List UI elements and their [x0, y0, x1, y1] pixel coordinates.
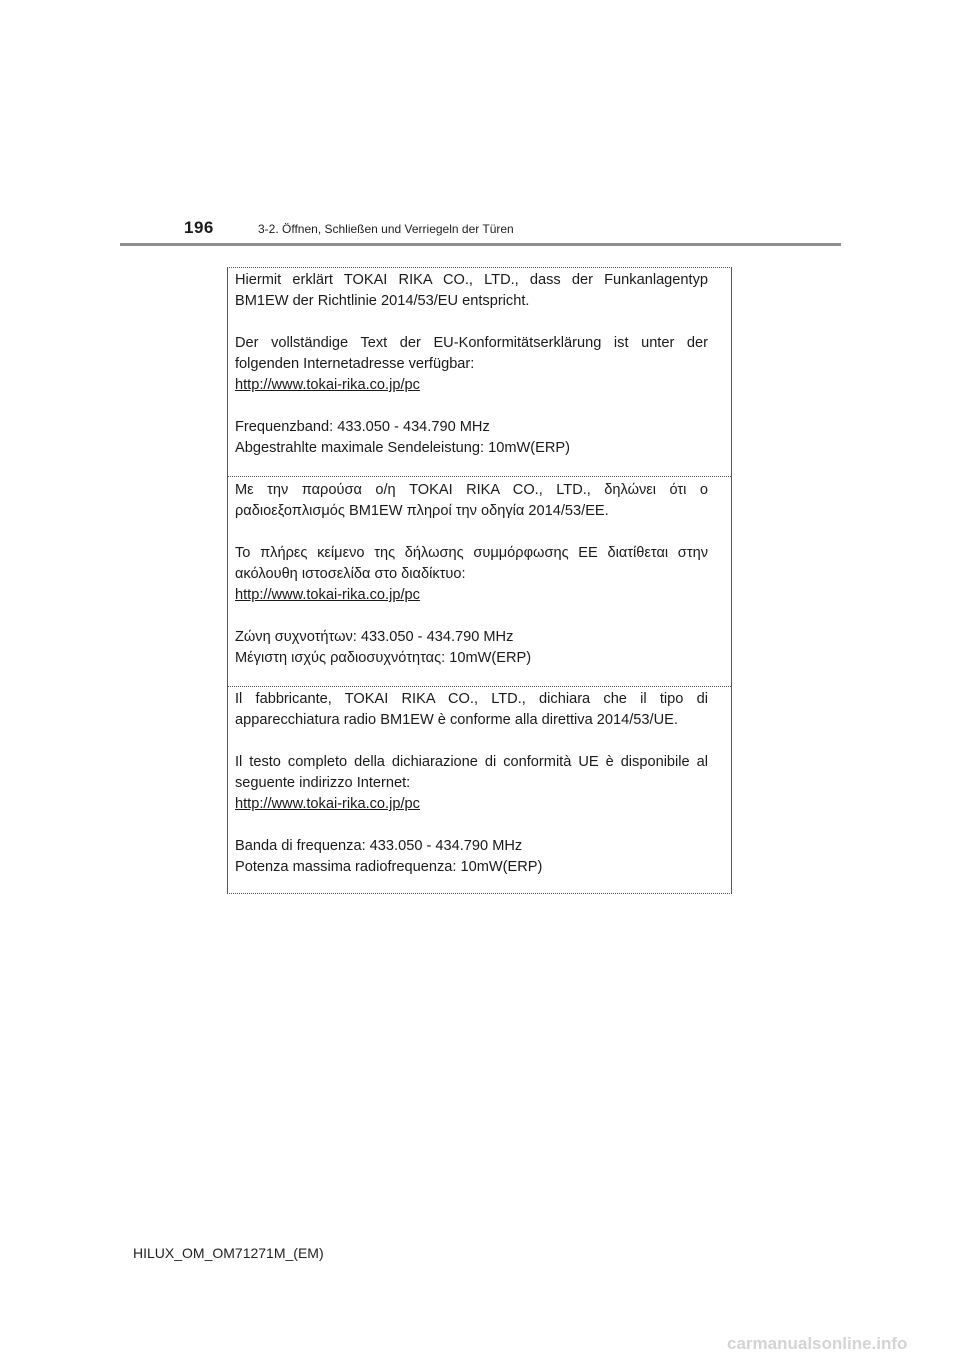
declaration-url-link[interactable]: http://www.tokai-rika.co.jp/pc — [235, 796, 420, 812]
declaration-url-link[interactable]: http://www.tokai-rika.co.jp/pc — [235, 587, 420, 603]
watermark: carmanualsonline.info — [727, 1334, 908, 1353]
footer-document-id: HILUX_OM_OM71271M_(EM) — [133, 1245, 324, 1261]
availability-text: Der vollständige Text der EU-Konformitätserklärung ist unter der folgenden Internetadresse verfügbar: — [235, 335, 708, 372]
declaration-frame — [227, 267, 732, 894]
declaration-text: Με την παρούσα ο/η TOKAI RIKA CO., LTD., δηλώνει ότι ο ραδιοεξοπλισμός BM1EW πληροί την οδηγία 2014/53/ΕΕ. — [235, 482, 708, 519]
block-divider — [228, 476, 731, 477]
section-title: 3-2. Öffnen, Schließen und Verriegeln der Türen — [258, 222, 514, 236]
frequency-text: Ζώνη συχνοτήτων: 433.050 - 434.790 MHz — [235, 629, 514, 645]
frequency-text: Frequenzband: 433.050 - 434.790 MHz — [235, 419, 490, 435]
declaration-url-link[interactable]: http://www.tokai-rika.co.jp/pc — [235, 377, 420, 393]
availability-text: Il testo completo della dichiarazione di conformità UE è disponibile al seguente indirizzo Internet: — [235, 754, 708, 791]
power-text: Potenza massima radiofrequenza: 10mW(ERP) — [235, 859, 543, 875]
page-number: 196 — [184, 218, 214, 237]
availability-text: Το πλήρες κείμενο της δήλωσης συμμόρφωσης ΕΕ διατίθεται στην ακόλουθη ιστοσελίδα στο διαδίκτυο: — [235, 545, 708, 582]
power-text: Abgestrahlte maximale Sendeleistung: 10mW(ERP) — [235, 440, 570, 456]
frequency-text: Banda di frequenza: 433.050 - 434.790 MHz — [235, 838, 523, 854]
declaration-text: Il fabbricante, TOKAI RIKA CO., LTD., dichiara che il tipo di apparecchiatura radio BM1EW è conforme alla direttiva 2014/53/UE. — [235, 691, 708, 728]
declaration-block-greek — [228, 480, 731, 669]
declaration-text: Hiermit erklärt TOKAI RIKA CO., LTD., dass der Funkanlagentyp BM1EW der Richtlinie 2014/53/EU entspricht. — [235, 272, 708, 309]
header-rule — [120, 243, 841, 246]
declaration-block-german — [228, 270, 731, 459]
block-divider — [228, 686, 731, 687]
declaration-block-italian — [228, 689, 731, 878]
power-text: Μέγιστη ισχύς ραδιοσυχνότητας: 10mW(ERP) — [235, 650, 532, 666]
